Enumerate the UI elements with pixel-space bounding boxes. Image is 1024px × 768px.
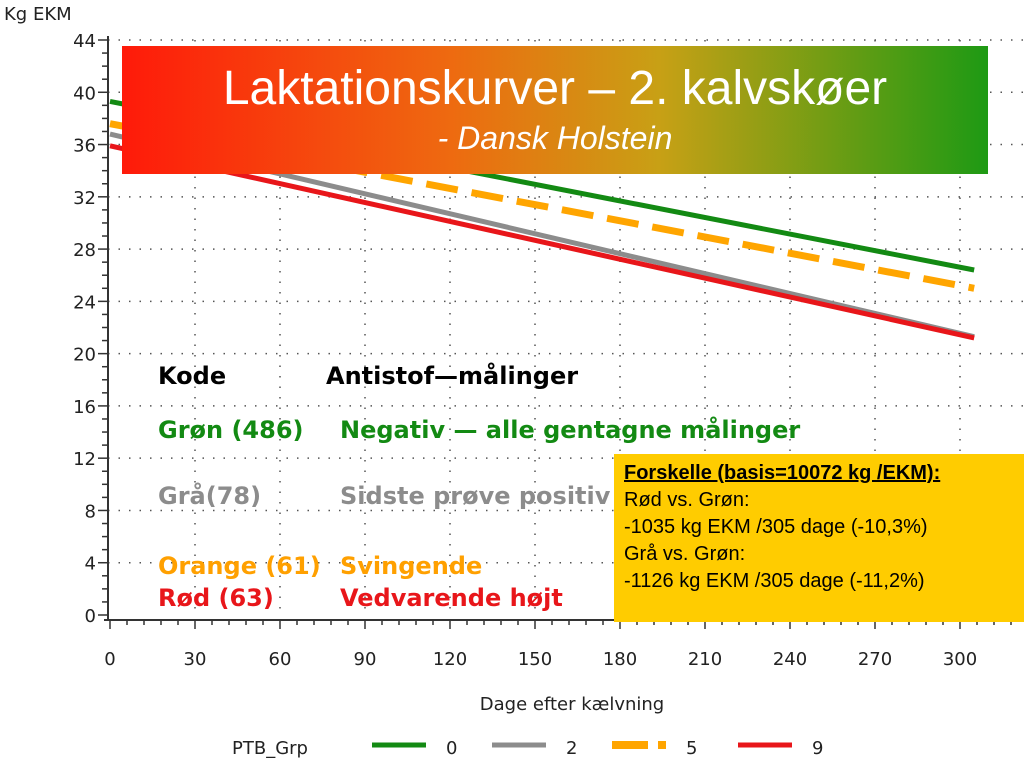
x-axis-label: Dage efter kælvning — [479, 694, 665, 715]
y-tick-label: 40 — [73, 83, 96, 105]
chart-legend — [232, 738, 823, 759]
x-tick-label: 210 — [687, 649, 723, 670]
legend-label-9: 9 — [812, 738, 824, 759]
difference-info-box — [614, 454, 1024, 622]
x-tick-label: 90 — [353, 649, 377, 670]
y-tick-label: 4 — [84, 553, 96, 575]
info-line: Grå vs. Grøn: — [624, 543, 746, 565]
y-tick-label: 20 — [73, 344, 96, 366]
y-tick-label: 24 — [73, 292, 96, 314]
y-tick-label: 16 — [73, 396, 96, 418]
info-line: -1126 kg EKM /305 dage (-11,2%) — [624, 570, 925, 592]
code-desc: Vedvarende højt — [340, 584, 563, 612]
y-tick-label: 12 — [73, 449, 96, 471]
desc-header: Antistof—målinger — [326, 362, 579, 390]
code-header: Kode — [158, 362, 227, 390]
slide-title: Laktationskurver – 2. kalvskøer — [222, 62, 888, 115]
y-tick-label: 44 — [73, 31, 96, 52]
series-line-9 — [110, 146, 974, 338]
info-line: -1035 kg EKM /305 dage (-10,3%) — [624, 516, 928, 538]
code-label: Grå(78) — [158, 482, 262, 510]
x-tick-label: 120 — [432, 649, 468, 670]
y-tick-label: 8 — [84, 501, 96, 523]
x-tick-label: 180 — [602, 649, 638, 670]
code-label: Grøn (486) — [158, 416, 304, 444]
x-tick-label: 300 — [942, 649, 978, 670]
x-tick-label: 150 — [517, 649, 553, 670]
y-tick-label: 32 — [73, 187, 96, 209]
legend-title: PTB_Grp — [232, 738, 308, 759]
info-heading: Forskelle (basis=10072 kg /EKM): — [624, 462, 941, 484]
x-tick-label: 270 — [857, 649, 893, 670]
legend-label-2: 2 — [566, 738, 578, 759]
code-desc: Sidste prøve positiv — [340, 482, 611, 510]
code-label: Orange (61) — [158, 552, 321, 580]
legend-label-5: 5 — [686, 738, 698, 759]
slide-subtitle: - Dansk Holstein — [437, 120, 673, 156]
x-tick-label: 0 — [104, 649, 116, 670]
code-desc: Negativ — alle gentagne målinger — [340, 416, 801, 444]
info-line: Rød vs. Grøn: — [624, 489, 750, 511]
y-axis-label: Kg EKM — [4, 4, 72, 25]
title-banner — [122, 46, 988, 174]
y-tick-label: 0 — [84, 606, 96, 627]
x-tick-label: 240 — [772, 649, 808, 670]
code-desc: Svingende — [340, 552, 483, 580]
code-label: Rød (63) — [158, 584, 274, 612]
x-tick-label: 30 — [183, 649, 207, 670]
y-tick-label: 28 — [73, 240, 96, 262]
legend-label-0: 0 — [446, 738, 458, 759]
y-tick-label: 36 — [73, 135, 96, 157]
x-tick-label: 60 — [268, 649, 292, 670]
